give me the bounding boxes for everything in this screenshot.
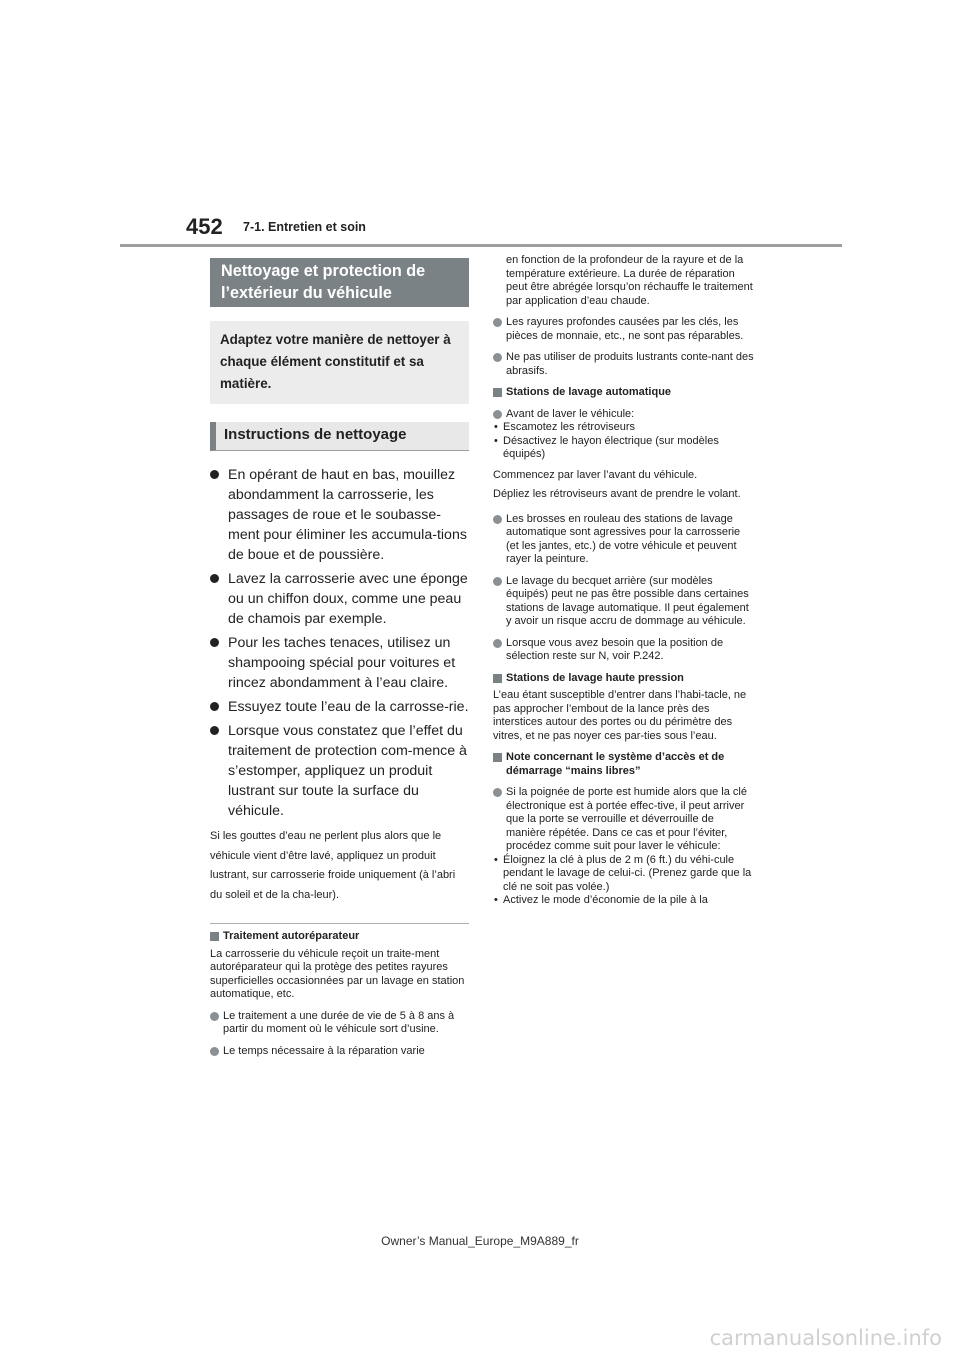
bullet-icon [210, 726, 219, 735]
cleaning-step-text: Lavez la carrosserie avec une éponge ou un chiffon doux, comme une peau de chamois par exemple. [228, 571, 468, 627]
square-bullet-icon [210, 932, 219, 941]
circle-bullet-icon [493, 515, 502, 524]
auto-wash-heading-text: Stations de lavage automatique [506, 386, 672, 398]
treatment-bullet-text: Le traitement a une durée de vie de 5 à 8 ans à partir du moment où le véhicule sort d’usine. [223, 1009, 455, 1035]
cleaning-step [210, 569, 469, 629]
cleaning-step [210, 633, 469, 693]
smart-key-step [493, 894, 755, 908]
scratch-bullet [493, 351, 755, 378]
high-pressure-heading [493, 672, 755, 686]
cleaning-step-text: En opérant de haut en bas, mouillez abondamment la carrosserie, les passages de roue et le soubasse-ment pour éliminer les accumula-tions de boue et de poussière. [228, 467, 467, 563]
treatment-bullet-text: Le temps nécessaire à la réparation varie [223, 1044, 425, 1057]
prep-item-text: Désactivez le hayon électrique (sur modèles équipés) [503, 434, 719, 460]
auto-wash-prep-text: Avant de laver le véhicule: [506, 407, 635, 420]
treatment-bullet [210, 1045, 469, 1059]
treatment-bullet [210, 1010, 469, 1037]
smart-key-bullet [493, 786, 755, 908]
circle-bullet-icon [493, 788, 502, 797]
prep-item-text: Escamotez les rétroviseurs [503, 421, 636, 433]
note-divider [210, 923, 469, 924]
page-number: 452 [186, 214, 223, 239]
smart-key-steps [493, 854, 755, 908]
high-pressure-heading-text: Stations de lavage haute pression [506, 671, 684, 684]
auto-wash-mirror-note: Dépliez les rétroviseurs avant de prendre le volant. [493, 488, 741, 500]
smart-key-bullet-text: Si la poignée de porte est humide alors que la clé électronique est à portée effec-tive, il peut arriver que la porte se verrouille et déverrouille de manière répétée. Dans ce cas et pour l’éviter, procédez comme suit pour laver le véhicule: [506, 786, 747, 852]
intro-box: Adaptez votre manière de nettoyer à chaque élément constitutif et sa matière. [210, 321, 469, 404]
smart-key-heading [493, 751, 755, 778]
auto-wash-bullet-text: Le lavage du becquet arrière (sur modèles équipés) peut ne pas être possible dans certaines stations de lavage automatique. Il peut également y avoir un risque accru de dommage au véhicule. [506, 574, 749, 627]
cleaning-step-text: Pour les taches tenaces, utilisez un shampooing spécial pour voitures et rincez abondamment à l’eau claire. [228, 635, 456, 691]
auto-wash-bullet [493, 513, 755, 567]
cleaning-step [210, 697, 469, 717]
footer-manual-id: Owner’s Manual_Europe_M9A889_fr [381, 1234, 579, 1248]
scratch-bullet [493, 316, 755, 343]
repair-time-continuation: en fonction de la profondeur de la rayure et de la température extérieure. La durée de réparation peut être abrégée lorsqu’on réchauffe le traitement par application d’eau chaude. [506, 254, 753, 307]
cleaning-step-text: Lorsque vous constatez que l’effet du traitement de protection com-mence à s’estomper, appliquez un produit lustrant sur toute la surface du véhicule. [228, 723, 467, 819]
auto-wash-prep [493, 408, 755, 462]
dot-icon: • [494, 421, 498, 433]
prep-item [493, 435, 755, 462]
prep-item [493, 421, 755, 435]
circle-bullet-icon [493, 353, 502, 362]
auto-wash-bullet [493, 637, 755, 664]
auto-wash-bullet-text: Lorsque vous avez besoin que la position de sélection reste sur N, voir P.242. [506, 636, 724, 662]
smart-key-step [493, 854, 755, 895]
square-bullet-icon [493, 753, 502, 762]
circle-bullet-icon [493, 639, 502, 648]
circle-bullet-icon [493, 577, 502, 586]
bullet-icon [210, 702, 219, 711]
auto-wash-prep-list [493, 421, 755, 462]
section-title: 7-1. Entretien et soin [243, 220, 366, 234]
square-bullet-icon [493, 674, 502, 683]
cleaning-step [210, 465, 469, 565]
smart-key-step-text: Activez le mode d’économie de la pile à la [503, 894, 708, 906]
circle-bullet-icon [493, 318, 502, 327]
square-bullet-icon [493, 388, 502, 397]
bullet-icon [210, 638, 219, 647]
circle-bullet-icon [210, 1047, 219, 1056]
water-beading-note: Si les gouttes d’eau ne perlent plus alors que le véhicule vient d’être lavé, appliquez un produit lustrant, sur carrosserie froide uniquement (à l’abri du soleil et de la cha-leur). [210, 830, 456, 901]
high-pressure-text: L’eau étant susceptible d’entrer dans l’habi-tacle, ne pas approcher l’embout de la lance près des interstices autour des portes ou du périmètre des vitres, et ne pas noyer ces par-ties sous l’eau. [493, 689, 747, 742]
cleaning-steps [210, 465, 469, 821]
dot-icon: • [494, 434, 498, 447]
auto-wash-start-note: Commencez par laver l’avant du véhicule. [493, 468, 698, 481]
treatment-heading [210, 930, 469, 944]
scratch-bullet-text: Ne pas utiliser de produits lustrants conte-nant des abrasifs. [506, 351, 754, 377]
dot-icon: • [494, 894, 498, 906]
bullet-icon [210, 470, 219, 479]
auto-wash-bullet-text: Les brosses en rouleau des stations de lavage automatique sont agressives pour la carrosserie (et les jantes, etc.) de votre véhicule et peuvent rayer la peinture. [506, 512, 741, 565]
instructions-heading: Instructions de nettoyage [210, 422, 469, 451]
circle-bullet-icon [493, 410, 502, 419]
smart-key-step-text: Éloignez la clé à plus de 2 m (6 ft.) du véhi-cule pendant le lavage de celui-ci. (Prenez garde que la clé ne soit pas volée.) [503, 853, 752, 893]
watermark: carmanualsonline.info [709, 1326, 942, 1350]
dot-icon: • [494, 853, 498, 866]
treatment-heading-text: Traitement autoréparateur [223, 930, 360, 942]
cleaning-step-text: Essuyez toute l’eau de la carrosse-rie. [228, 699, 469, 715]
circle-bullet-icon [210, 1012, 219, 1021]
header-divider [120, 244, 842, 247]
smart-key-heading-text: Note concernant le système d’accès et de démarrage “mains libres” [506, 751, 725, 777]
right-column [493, 254, 755, 908]
section-title-box: Nettoyage et protection de l’extérieur du véhicule [210, 258, 469, 307]
treatment-text: La carrosserie du véhicule reçoit un traite-ment autoréparateur qui la protège des petites rayures superficielles occasionnées par un lavage en station automatique, etc. [210, 947, 465, 1000]
auto-wash-bullet [493, 575, 755, 629]
left-column [210, 258, 469, 1058]
scratch-bullet-text: Les rayures profondes causées par les clés, les pièces de monnaie, etc., ne sont pas réparables. [506, 316, 744, 342]
bullet-icon [210, 574, 219, 583]
auto-wash-heading [493, 386, 755, 400]
cleaning-step [210, 721, 469, 821]
